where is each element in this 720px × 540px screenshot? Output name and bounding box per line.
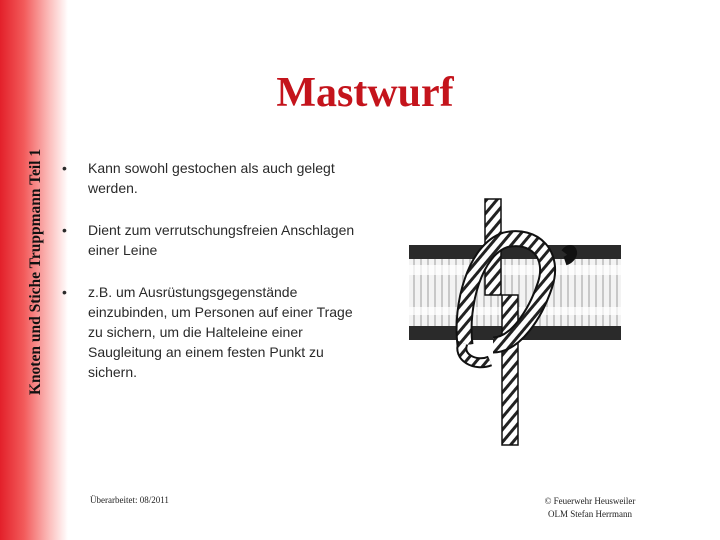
bullet-dot: •	[62, 284, 67, 300]
bullet-text: Kann sowohl gestochen als auch gelegt werden.	[88, 160, 335, 196]
copyright-line: © Feuerwehr Heusweiler	[544, 496, 636, 506]
bullet-text: Dient zum verrutschungsfreien Anschlagen einer Leine	[88, 222, 355, 258]
side-label: Knoten und Stiche Truppmann Teil 1	[27, 148, 44, 396]
author-line: OLM Stefan Herrmann	[548, 509, 632, 519]
copyright-block	[520, 495, 660, 521]
rope-lower	[502, 295, 518, 445]
bullet-item	[58, 220, 358, 260]
bullet-item	[58, 158, 358, 198]
bullet-dot: •	[62, 222, 67, 238]
bullet-dot: •	[62, 160, 67, 176]
bullet-text: z.B. um Ausrüstungsgegenstände einzubinden, um Personen auf einer Trage zu sichern, um die Halteleine einer Saugleitung an einem festen Punkt zu sichern.	[88, 284, 353, 380]
revised-date: Überarbeitet: 08/2011	[90, 495, 169, 505]
slide-title: Mastwurf	[276, 70, 454, 117]
bullet-item	[58, 282, 358, 382]
bullet-list	[58, 158, 358, 404]
clove-hitch-knot-icon	[405, 195, 630, 450]
